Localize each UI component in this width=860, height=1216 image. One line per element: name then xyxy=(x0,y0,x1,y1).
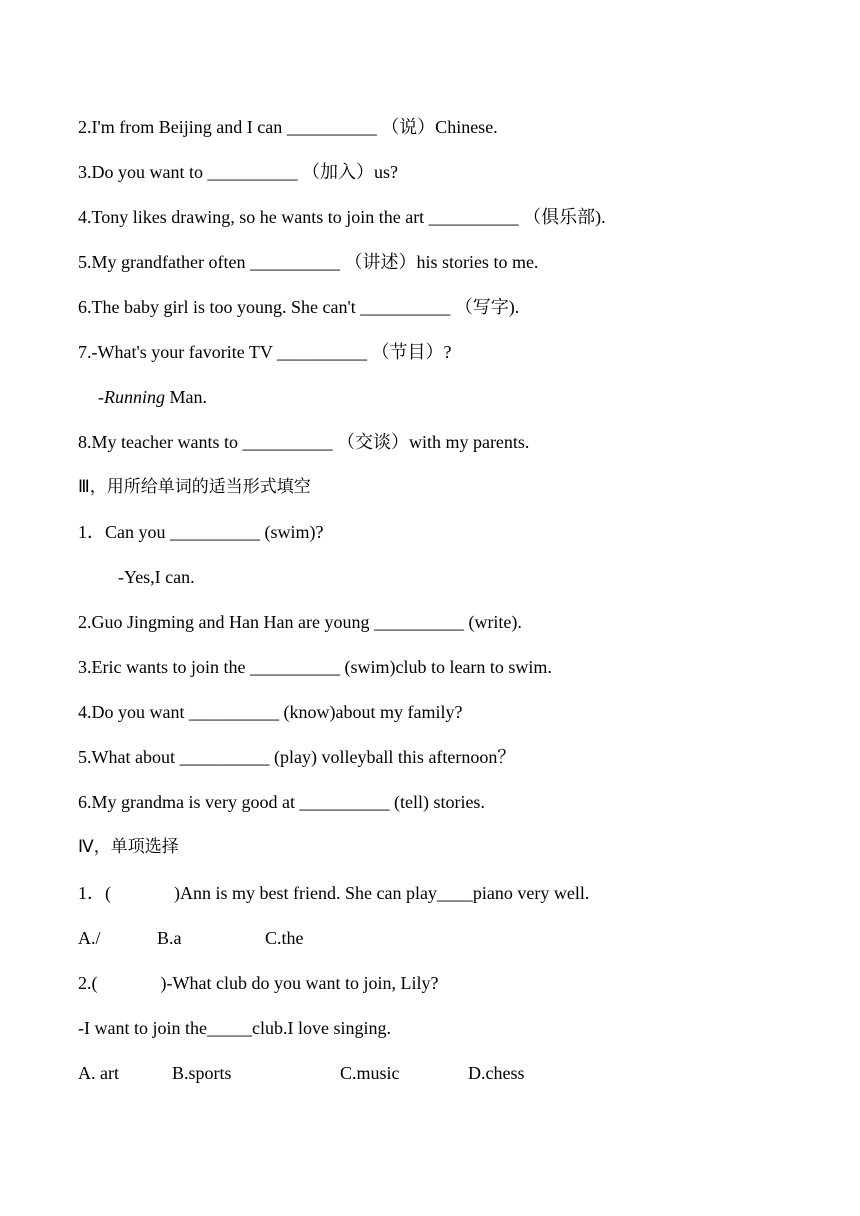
question-2-8: 8.My teacher wants to __________ （交谈）with my parents. xyxy=(78,432,530,452)
question-2-7-answer xyxy=(98,385,207,409)
option-a: A./ xyxy=(78,928,101,948)
option-c: C.the xyxy=(265,928,304,948)
question-2-3: 3.Do you want to __________ （加入）us? xyxy=(78,162,398,182)
question-4-1: 1．( )Ann is my best friend. She can play____piano very well. xyxy=(78,883,590,903)
question-3-1-answer: -Yes,I can. xyxy=(118,567,195,587)
question-2-5: 5.My grandfather often __________ （讲述）his stories to me. xyxy=(78,252,539,272)
option-d: D.chess xyxy=(468,1063,525,1083)
question-2-6: 6.The baby girl is too young. She can't __________ （写字). xyxy=(78,297,520,317)
question-2-2: 2.I'm from Beijing and I can __________ （说）Chinese. xyxy=(78,117,498,137)
answer-dash: - xyxy=(98,387,104,407)
question-3-2: 2.Guo Jingming and Han Han are young __________ (write). xyxy=(78,612,522,632)
answer-italic-title: Running xyxy=(104,387,165,407)
section-4-heading: Ⅳ，单项选择 xyxy=(78,837,179,857)
question-3-5: 5.What about __________ (play) volleyball this afternoon？ xyxy=(78,747,516,767)
question-4-2-line2: -I want to join the_____club.I love singing. xyxy=(78,1018,391,1038)
question-3-6: 6.My grandma is very good at __________ (tell) stories. xyxy=(78,792,485,812)
option-b: B.a xyxy=(157,928,182,948)
question-3-3: 3.Eric wants to join the __________ (swim)club to learn to swim. xyxy=(78,657,552,677)
section-3-heading: Ⅲ，用所给单词的适当形式填空 xyxy=(78,477,311,497)
question-4-2: 2.( )-What club do you want to join, Lily? xyxy=(78,973,439,993)
option-c: C.music xyxy=(340,1063,400,1083)
question-3-1: 1．Can you __________ (swim)? xyxy=(78,522,324,542)
option-a: A. art xyxy=(78,1063,119,1083)
option-b: B.sports xyxy=(172,1063,232,1083)
question-2-4: 4.Tony likes drawing, so he wants to join the art __________ （俱乐部). xyxy=(78,207,606,227)
question-3-4: 4.Do you want __________ (know)about my family? xyxy=(78,702,463,722)
answer-rest: Man. xyxy=(165,387,207,407)
question-2-7: 7.-What's your favorite TV __________ （节目）? xyxy=(78,342,452,362)
